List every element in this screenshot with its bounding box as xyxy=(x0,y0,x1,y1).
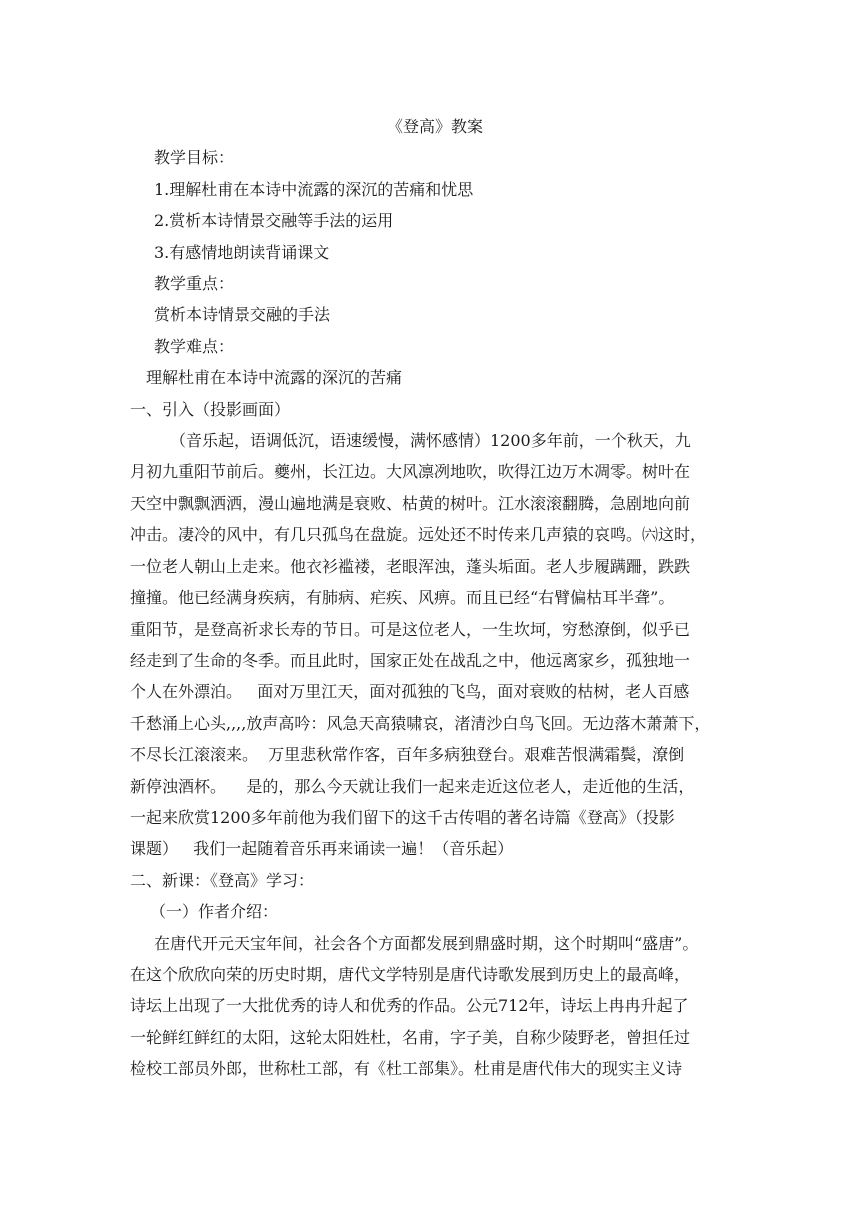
intro-line: 重阳节，是登高祈求长寿的节日。可是这位老人，一生坎坷，穷愁潦倒，似乎已 xyxy=(130,619,691,639)
bio-line: 一轮鲜红鲜红的太阳，这轮太阳姓杜，名甫，字子美，自称少陵野老，曾担任过 xyxy=(130,1027,691,1047)
author-bio-paragraph xyxy=(130,928,740,1085)
intro-line: 课题） 我们一起随着音乐再来诵读一遍！（音乐起） xyxy=(130,839,514,859)
intro-line: 冲击。凄冷的风中，有几只孤鸟在盘旋。远处还不时传来几声猿的哀鸣。㈥这时， xyxy=(130,525,707,545)
intro-line: 新停浊酒杯。 是的，那么今天就让我们一起来走近这位老人，走近他的生活， xyxy=(130,776,695,796)
objective-item: 2.赏析本诗情景交融等手法的运用 xyxy=(154,211,394,231)
objective-item: 3.有感情地朗读背诵课文 xyxy=(154,242,330,262)
bio-line: 检校工部员外郎，世称杜工部，有《杜工部集》。杜甫是唐代伟大的现实主义诗 xyxy=(130,1059,683,1079)
intro-line: 千愁涌上心头,,,,放声高吟：风急天高猿啸哀，渚清沙白鸟飞回。无边落木萧萧下， xyxy=(130,713,711,733)
intro-line: 撞撞。他已经满身疾病，有肺病、疟疾、风痹。而且已经“右臂偏枯耳半聋”。 xyxy=(130,588,675,608)
bio-line: 诗坛上出现了一大批优秀的诗人和优秀的作品。公元712年，诗坛上冉冉升起了 xyxy=(130,996,689,1016)
document-title: 《登高》教案 xyxy=(386,117,483,136)
section-heading-intro: 一、引入（投影画面） xyxy=(130,399,291,419)
subsection-heading-author: （一）作者介绍： xyxy=(150,902,279,922)
bio-line: 在唐代开元天宝年间，社会各个方面都发展到鼎盛时期，这个时期叫“盛唐”。 xyxy=(154,933,699,953)
key-point-text: 赏析本诗情景交融的手法 xyxy=(154,305,331,325)
intro-line: （音乐起，语调低沉，语速缓慢，满怀感情）1200多年前，一个秋天，九 xyxy=(170,431,691,451)
intro-line: 一起来欣赏1200多年前他为我们留下的这千古传唱的著名诗篇《登高》（投影 xyxy=(130,807,675,827)
intro-line: 月初九重阳节前后。夔州，长江边。大风凛冽地吹，吹得江边万木凋零。树叶在 xyxy=(130,462,691,482)
document-page xyxy=(130,111,740,1085)
bio-line: 在这个欣欣向荣的历史时期，唐代文学特别是唐代诗歌发展到历史上的最高峰， xyxy=(130,964,691,984)
objective-item: 1.理解杜甫在本诗中流露的深沉的苦痛和忧思 xyxy=(154,179,474,199)
objectives-heading: 教学目标： xyxy=(154,148,235,168)
intro-line: 个人在外漂泊。 面对万里江天，面对孤独的飞鸟，面对衰败的枯树，老人百感 xyxy=(130,682,690,702)
section-heading-new-lesson: 二、新课：《登高》学习： xyxy=(130,870,315,890)
difficulty-text: 理解杜甫在本诗中流露的深沉的苦痛 xyxy=(146,368,403,388)
intro-line: 天空中飘飘洒洒，漫山遍地满是衰败、枯黄的树叶。江水滚滚翻腾，急剧地向前 xyxy=(130,493,691,513)
intro-line: 经走到了生命的冬季。而且此时，国家正处在战乱之中，他远离家乡，孤独地一 xyxy=(130,650,691,670)
intro-line: 不尽长江滚滚来。 万里悲秋常作客，百年多病独登台。艰难苦恨满霜鬓，潦倒 xyxy=(130,745,685,765)
intro-line: 一位老人朝山上走来。他衣衫褴褛，老眼浑浊，蓬头垢面。老人步履蹒跚，跌跌 xyxy=(130,556,691,576)
intro-paragraph xyxy=(130,425,740,865)
key-point-heading: 教学重点： xyxy=(154,274,235,294)
difficulty-heading: 教学难点： xyxy=(154,336,235,356)
